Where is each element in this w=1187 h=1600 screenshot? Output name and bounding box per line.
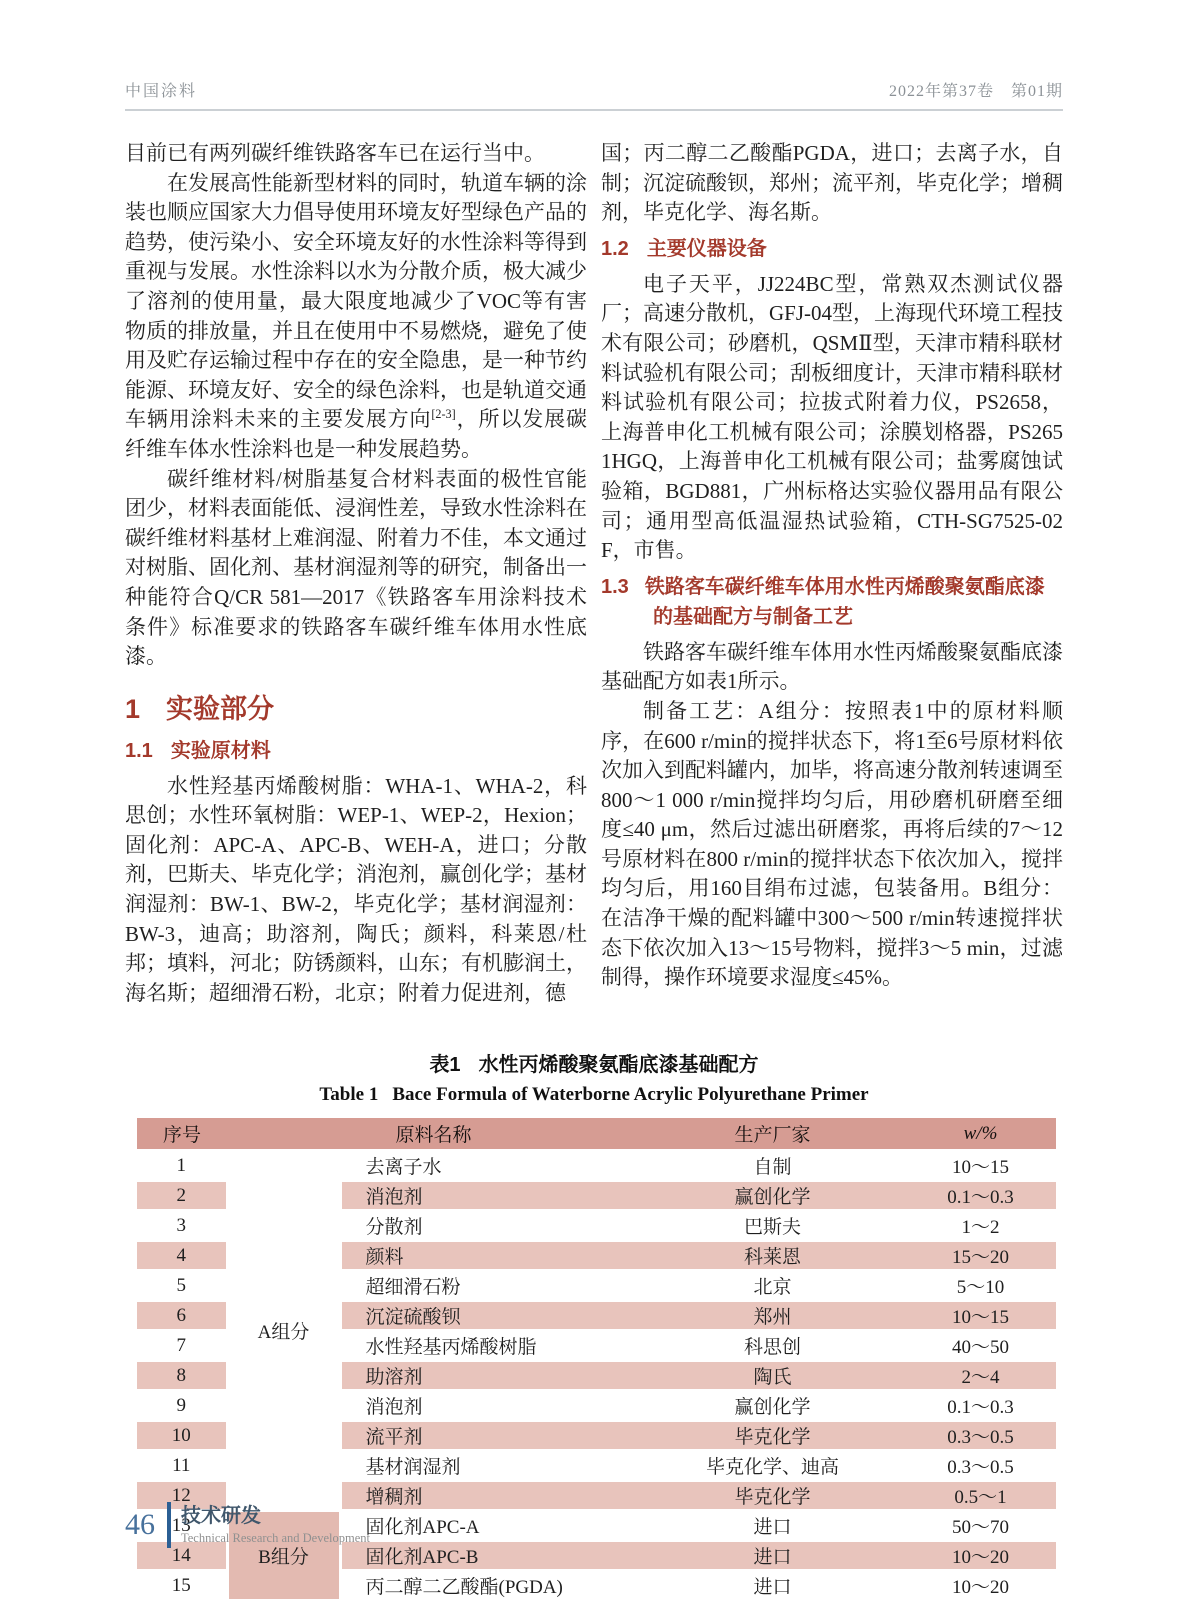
paragraph: 碳纤维材料/树脂基复合材料表面的极性官能团少，材料表面能低、浸润性差，导致水性涂料在碳纤维材料基材上难润湿、附着力不佳，本文通过对树脂、固化剂、基材润湿剂等的研究，制备出一种能符合Q/CR 581—2017《铁路客车用涂料技术条件》标准要求的铁路客车碳纤维车体用水性底漆。 bbox=[125, 466, 587, 669]
subsection-number: 1.2 bbox=[601, 237, 629, 260]
page-number: 46 bbox=[125, 1508, 155, 1541]
manufacturer-cell: 赢创化学 bbox=[640, 1391, 905, 1421]
row-number-cell: 15 bbox=[137, 1571, 227, 1600]
row-number-cell: 14 bbox=[137, 1541, 227, 1571]
weight-percent-cell: 0.3～0.5 bbox=[905, 1451, 1056, 1481]
paragraph-text: ，所以发展碳纤维车体水性涂料也是一种发展趋势。 bbox=[125, 407, 587, 461]
table-label-en: Table 1 bbox=[319, 1084, 379, 1106]
material-name-cell: 消泡剂 bbox=[340, 1181, 640, 1211]
paragraph-continuation: 国；丙二醇二乙酸酯PGDA，进口；去离子水，自制；沉淀硫酸钡，郑州；流平剂，毕克化学；增稠剂，毕克化学、海名斯。 bbox=[601, 141, 1063, 225]
manufacturer-cell: 进口 bbox=[640, 1511, 905, 1541]
left-column bbox=[125, 139, 587, 1008]
section-heading-1 bbox=[125, 692, 587, 726]
footer-section-zh: 技术研发 bbox=[181, 1504, 261, 1527]
material-name-cell: 去离子水 bbox=[340, 1151, 640, 1181]
table-title-en bbox=[125, 1084, 1063, 1106]
row-number-cell: 13 bbox=[137, 1511, 227, 1541]
manufacturer-cell: 陶氏 bbox=[640, 1361, 905, 1391]
material-name-cell: 超细滑石粉 bbox=[340, 1271, 640, 1301]
header-cell-name: 原料名称 bbox=[227, 1118, 640, 1151]
weight-percent-cell: 1～2 bbox=[905, 1211, 1056, 1241]
subsection-number: 1.3 bbox=[601, 575, 629, 598]
material-name-cell: 基材润湿剂 bbox=[340, 1451, 640, 1481]
material-name-cell: 助溶剂 bbox=[340, 1361, 640, 1391]
table-caption-en: Bace Formula of Waterborne Acrylic Polyurethane Primer bbox=[392, 1084, 869, 1106]
table-row bbox=[137, 1151, 1056, 1181]
row-number-cell: 2 bbox=[137, 1181, 227, 1211]
subsection-title: 实验原材料 bbox=[170, 739, 271, 762]
manufacturer-cell: 赢创化学 bbox=[640, 1181, 905, 1211]
manufacturer-cell: 毕克化学 bbox=[640, 1481, 905, 1511]
row-number-cell: 11 bbox=[137, 1451, 227, 1481]
weight-percent-cell: 0.3～0.5 bbox=[905, 1421, 1056, 1451]
weight-percent-cell: 10～15 bbox=[905, 1151, 1056, 1181]
material-name-cell: 水性羟基丙烯酸树脂 bbox=[340, 1331, 640, 1361]
weight-percent-cell: 0.1～0.3 bbox=[905, 1181, 1056, 1211]
header-cell-manufacturer: 生产厂家 bbox=[640, 1118, 905, 1151]
row-number-cell: 9 bbox=[137, 1391, 227, 1421]
paragraph bbox=[125, 169, 587, 465]
manufacturer-cell: 自制 bbox=[640, 1151, 905, 1181]
citation-ref: [2-3] bbox=[431, 407, 456, 422]
running-header bbox=[125, 78, 1063, 111]
header-cell-weight-percent: w/% bbox=[905, 1118, 1056, 1151]
manufacturer-cell: 巴斯夫 bbox=[640, 1211, 905, 1241]
table-header-row bbox=[137, 1118, 1056, 1151]
material-name-cell: 消泡剂 bbox=[340, 1391, 640, 1421]
subsection-heading-1-2 bbox=[601, 234, 1063, 264]
manufacturer-cell: 进口 bbox=[640, 1541, 905, 1571]
weight-percent-cell: 2～4 bbox=[905, 1361, 1056, 1391]
row-number-cell: 5 bbox=[137, 1271, 227, 1301]
material-name-cell: 颜料 bbox=[340, 1241, 640, 1271]
journal-name: 中国涂料 bbox=[125, 83, 198, 100]
material-name-cell: 丙二醇二乙酸酯(PGDA) bbox=[340, 1571, 640, 1600]
subsection-heading-1-3 bbox=[601, 572, 1063, 632]
footer-section-en: Technical Research and Development bbox=[181, 1530, 370, 1545]
material-name-cell: 流平剂 bbox=[340, 1421, 640, 1451]
row-number-cell: 10 bbox=[137, 1421, 227, 1451]
paragraph: 铁路客车碳纤维车体用水性丙烯酸聚氨酯底漆基础配方如表1所示。 bbox=[601, 639, 1063, 694]
row-number-cell: 8 bbox=[137, 1361, 227, 1391]
header-cell-no: 序号 bbox=[137, 1118, 227, 1151]
material-name-cell: 沉淀硫酸钡 bbox=[340, 1301, 640, 1331]
manufacturer-cell: 科思创 bbox=[640, 1331, 905, 1361]
manufacturer-cell: 进口 bbox=[640, 1571, 905, 1600]
paragraph: 水性羟基丙烯酸树脂：WHA-1、WHA-2，科思创；水性环氧树脂：WEP-1、WEP-2，Hexion；固化剂：APC-A、APC-B、WEH-A，进口；分散剂，巴斯夫、毕克化学；消泡剂，赢创化学；基材润湿剂：BW-1、BW-2，毕克化学；基材润湿剂：BW-3，迪高；助溶剂，陶氏；颜料，科莱恩/杜邦；填料，河北；防锈颜料，山东；有机膨润土，海名斯；超细滑石粉，北京；附着力促进剂，德 bbox=[125, 773, 587, 1005]
footer-divider bbox=[167, 1502, 171, 1548]
weight-percent-cell: 15～20 bbox=[905, 1241, 1056, 1271]
material-name-cell: 分散剂 bbox=[340, 1211, 640, 1241]
weight-percent-cell: 0.5～1 bbox=[905, 1481, 1056, 1511]
material-name-cell: 固化剂APC-A bbox=[340, 1511, 640, 1541]
row-number-cell: 3 bbox=[137, 1211, 227, 1241]
material-name-cell: 固化剂APC-B bbox=[340, 1541, 640, 1571]
subsection-title: 铁路客车碳纤维车体用水性丙烯酸聚氨酯底漆的基础配方与制备工艺 bbox=[644, 575, 1045, 628]
page-footer bbox=[125, 1502, 370, 1548]
subsection-heading-1-1 bbox=[125, 736, 587, 766]
weight-percent-cell: 5～10 bbox=[905, 1271, 1056, 1301]
paragraph: 制备工艺：A组分：按照表1中的原材料顺序，在600 r/min的搅拌状态下，将1至6号原材料依次加入到配料罐内，加毕，将高速分散剂转速调至800～1 000 r/min搅拌均匀后，用砂磨机研磨至细度≤40 μm，然后过滤出研磨浆，再将后续的7～12号原材料在800 r/min的搅拌状态下依次加入，搅拌均匀后，用160目绢布过滤，包装备用。B组分：在洁净干燥的配料罐中300～500 r/min转速搅拌状态下依次加入13～15号物料，搅拌3～5 min，过滤制得，操作环境要求湿度≤45%。 bbox=[601, 698, 1063, 990]
right-column bbox=[601, 139, 1063, 1008]
table-title-zh bbox=[125, 1048, 1063, 1077]
manufacturer-cell: 毕克化学、迪高 bbox=[640, 1451, 905, 1481]
manufacturer-cell: 郑州 bbox=[640, 1301, 905, 1331]
paragraph-text: 在发展高性能新型材料的同时，轨道车辆的涂装也顺应国家大力倡导使用环境友好型绿色产品的趋势，使污染小、安全环境友好的水性涂料等得到重视与发展。水性涂料以水为分散介质，极大减少了溶剂的使用量，最大限度地减少了VOC等有害物质的排放量，并且在使用中不易燃烧，避免了使用及贮存运输过程中存在的安全隐患，是一种节约能源、环境友好、安全的绿色涂料，也是轨道交通车辆用涂料未来的主要发展方向 bbox=[125, 170, 587, 432]
subsection-number: 1.1 bbox=[125, 739, 153, 762]
weight-percent-cell: 10～20 bbox=[905, 1541, 1056, 1571]
component-group-cell: A组分 bbox=[227, 1151, 340, 1511]
weight-percent-cell: 0.1～0.3 bbox=[905, 1391, 1056, 1421]
subsection-title: 主要仪器设备 bbox=[646, 237, 767, 260]
section-title: 实验部分 bbox=[166, 693, 275, 724]
material-name-cell: 增稠剂 bbox=[340, 1481, 640, 1511]
article-body bbox=[125, 139, 1063, 1008]
row-number-cell: 12 bbox=[137, 1481, 227, 1511]
component-group-cell: B组分 bbox=[227, 1511, 340, 1600]
manufacturer-cell: 北京 bbox=[640, 1271, 905, 1301]
issue-info: 2022年第37卷 第01期 bbox=[888, 83, 1063, 100]
table-label-zh: 表1 bbox=[429, 1054, 461, 1077]
row-number-cell: 6 bbox=[137, 1301, 227, 1331]
weight-percent-cell: 50～70 bbox=[905, 1511, 1056, 1541]
row-number-cell: 4 bbox=[137, 1241, 227, 1271]
weight-percent-cell: 10～20 bbox=[905, 1571, 1056, 1600]
paragraph-continuation: 目前已有两列碳纤维铁路客车已在运行当中。 bbox=[125, 141, 545, 165]
row-number-cell: 7 bbox=[137, 1331, 227, 1361]
paragraph: 电子天平，JJ224BC型，常熟双杰测试仪器厂；高速分散机，GFJ-04型，上海现代环境工程技术有限公司；砂磨机，QSMⅡ型，天津市精科联材料试验机有限公司；刮板细度计，天津市精科联材料试验机有限公司；拉拔式附着力仪，PS2658，上海普申化工机械有限公司；涂膜划格器，PS2651HGQ，上海普申化工机械有限公司；盐雾腐蚀试验箱，BGD881，广州标格达实验仪器用品有限公司；通用型高低温湿热试验箱，CTH-SG7525-02F，市售。 bbox=[601, 271, 1064, 563]
section-number: 1 bbox=[125, 693, 141, 724]
weight-percent-cell: 40～50 bbox=[905, 1331, 1056, 1361]
manufacturer-cell: 毕克化学 bbox=[640, 1421, 905, 1451]
weight-percent-cell: 10～15 bbox=[905, 1301, 1056, 1331]
table-caption-zh: 水性丙烯酸聚氨酯底漆基础配方 bbox=[478, 1054, 759, 1077]
manufacturer-cell: 科莱恩 bbox=[640, 1241, 905, 1271]
footer-section bbox=[181, 1505, 370, 1546]
row-number-cell: 1 bbox=[137, 1151, 227, 1181]
